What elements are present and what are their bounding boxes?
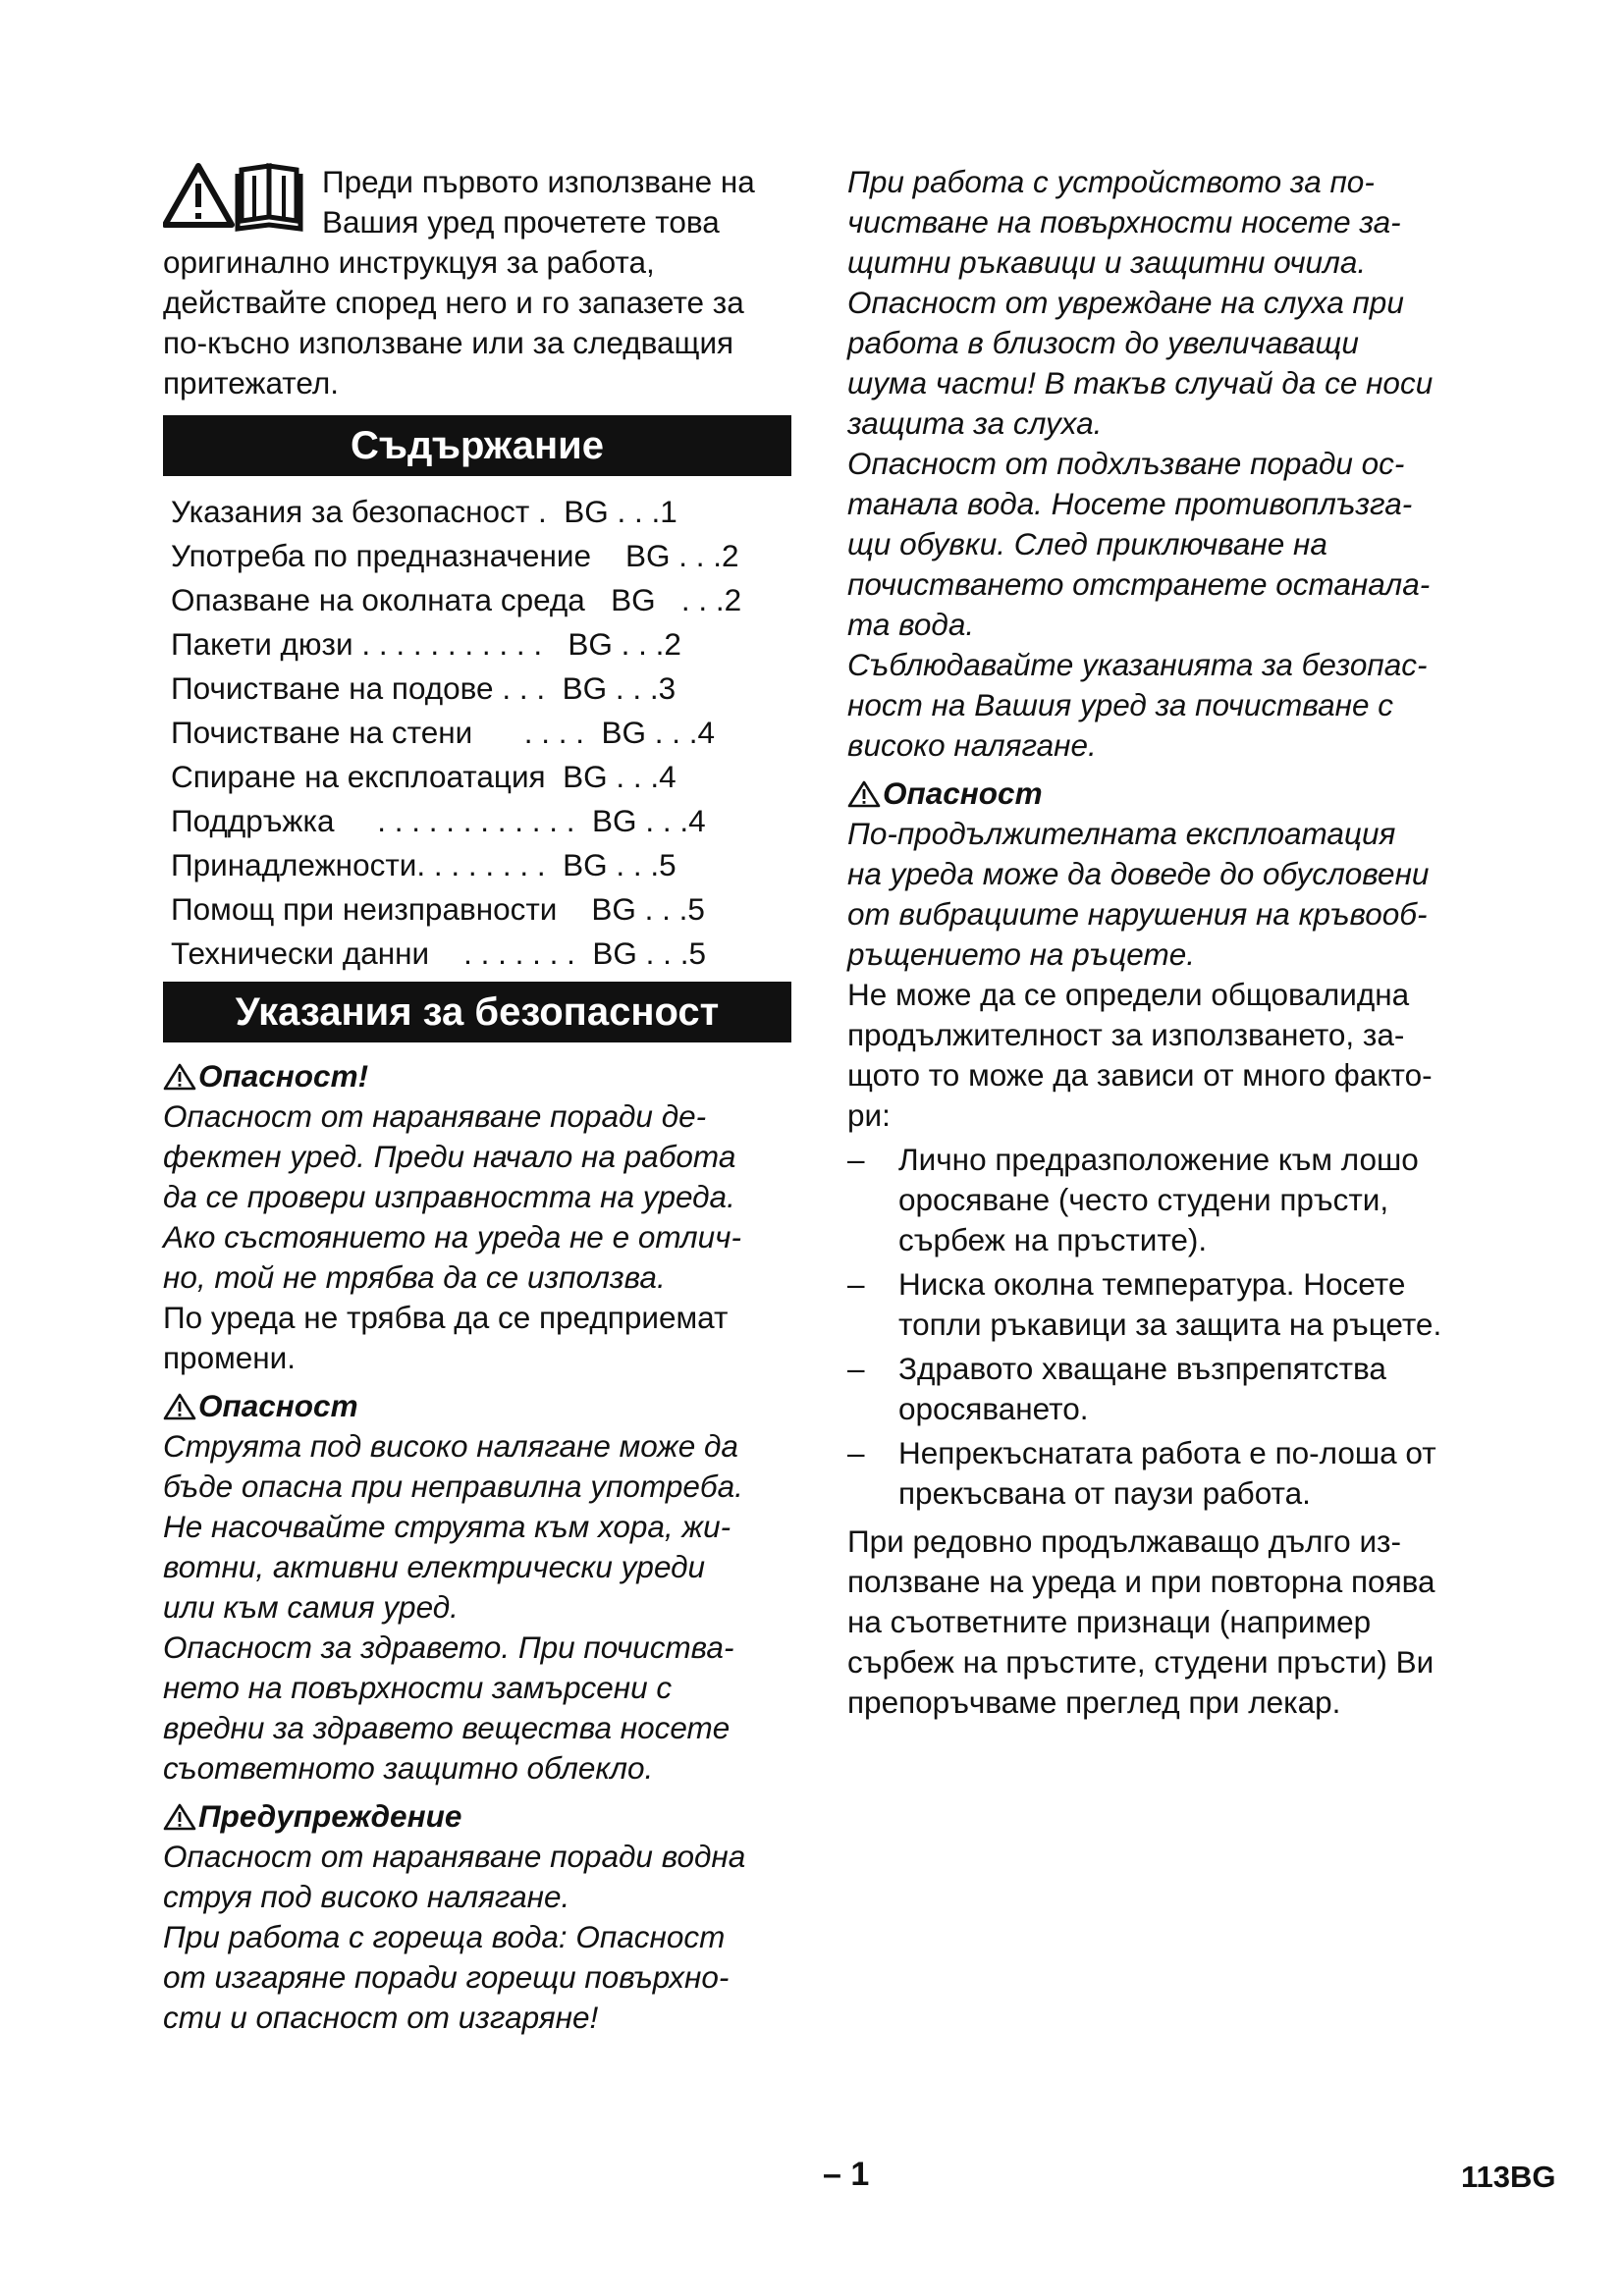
text-line: Опасност за здравето. При почиства- [163, 1629, 734, 1665]
warning-triangle-icon [165, 166, 232, 225]
text-line: ползване на уреда и при повторна поява [847, 1564, 1435, 1599]
text-line: Непрекъснатата работа е по-лоша от [898, 1435, 1436, 1470]
text-line: шума части! В такъв случай да се носи [847, 365, 1434, 400]
text-line: При работа с гореща вода: Опасност [163, 1919, 726, 1954]
intro-line: оригинално инструкцуя за работа, [163, 244, 655, 280]
text-line: Здравото хващане възпрепятства [898, 1351, 1386, 1386]
safety-heading: Указания за безопасност [163, 982, 791, 1042]
text-line: ност на Вашия уред за почистване с [847, 687, 1394, 722]
intro [163, 162, 791, 403]
toc-entry[interactable]: Употреба по предназначение BG . . .2 [171, 538, 739, 573]
text-line: от изгаряне поради горещи повърхно- [163, 1959, 730, 1995]
warning-label-text: Предупреждение [198, 1798, 462, 1834]
intro-line: по-късно използване или за следващия [163, 325, 734, 360]
bullet-dash: – [847, 1142, 865, 1177]
text-line: сърбеж на пръстите). [898, 1222, 1208, 1257]
text-line: Съблюдавайте указанията за безопас- [847, 647, 1428, 682]
text-line: съответното защитно облекло. [163, 1750, 654, 1786]
text-line: или към самия уред. [163, 1589, 459, 1625]
text-line: Струята под високо налягане може да [163, 1428, 738, 1464]
toc-entry[interactable]: Опазване на околната среда BG . . .2 [171, 582, 742, 617]
text-line: почистването отстранете останала- [847, 566, 1431, 602]
danger-label [163, 1386, 791, 1426]
contents-heading: Съдържание [163, 415, 791, 476]
text-line: щи обувки. След приключване на [847, 526, 1327, 561]
text-line: сти и опасност от изгаряне! [163, 2000, 599, 2035]
text-line: на уреда може да доведе до обусловени [847, 856, 1430, 891]
text-line: оросяването. [898, 1391, 1089, 1426]
text-line: ръщението на ръцете. [847, 936, 1195, 972]
toc-entry[interactable]: Помощ при неизправности BG . . .5 [171, 891, 705, 927]
list-item [847, 1433, 1476, 1514]
danger-label-text: Опасност! [198, 1058, 369, 1094]
toc-entry[interactable]: Указания за безопасност . BG . . .1 [171, 494, 677, 529]
bullet-list [847, 1140, 1476, 1514]
text-line: Ниска околна температура. Носете [898, 1266, 1406, 1302]
text-line: топли ръкавици за защита на ръцете. [898, 1307, 1442, 1342]
text-line: Опасност от нараняване поради водна [163, 1839, 746, 1874]
text-line: Опасност от нараняване поради де- [163, 1098, 707, 1134]
left-column [163, 162, 791, 2038]
text-line: танала вода. Носете противоплъзга- [847, 486, 1413, 521]
text-line: от вибрациите нарушения на кръвооб- [847, 896, 1428, 932]
text-line: чистване на повърхности носете за- [847, 204, 1401, 240]
bullet-dash: – [847, 1266, 865, 1302]
text-line: ри: [847, 1097, 891, 1133]
text-line: Опасност от подхлъзване поради ос- [847, 446, 1405, 481]
text-line: струя под високо налягане. [163, 1879, 570, 1914]
warning-and-manual-icons [163, 160, 312, 237]
toc-entry[interactable]: Пакети дюзи . . . . . . . . . . . BG . . .2 [171, 626, 681, 662]
text-line: прекъсвана от паузи работа. [898, 1475, 1311, 1511]
page-number: – 1 [823, 2156, 870, 2193]
text-line: щитни ръкавици и защитни очила. [847, 244, 1367, 280]
right-column [847, 162, 1476, 1723]
text-line: Ако състоянието на уреда не е отлич- [163, 1219, 741, 1255]
intro-line: действайте според него и го запазете за [163, 285, 744, 320]
text-line: продължителност за използването, за- [847, 1017, 1405, 1052]
toc-entry[interactable]: Спиране на експлоатация BG . . .4 [171, 759, 677, 794]
page-code: 113BG [1461, 2160, 1556, 2194]
warning-triangle-icon [847, 779, 881, 809]
text-line: високо налягане. [847, 727, 1097, 763]
toc-entry[interactable]: Технически данни . . . . . . . BG . . .5 [171, 935, 706, 971]
list-item [847, 1264, 1476, 1345]
text-line: оросяване (често студени пръсти, [898, 1182, 1389, 1217]
danger-label-text: Опасност [198, 1388, 358, 1423]
bullet-dash: – [847, 1435, 865, 1470]
text-line: промени. [163, 1340, 297, 1375]
intro-line: Вашия уред прочетете това [322, 204, 720, 240]
toc-entry[interactable]: Почистване на стени . . . . BG . . .4 [171, 715, 716, 750]
danger-label-text: Опасност [883, 775, 1043, 811]
intro-line: притежател. [163, 365, 339, 400]
text-line: вотни, активни електрически уреди [163, 1549, 706, 1584]
toc-entry[interactable]: Принадлежности. . . . . . . . BG . . .5 [171, 847, 677, 882]
list-item [847, 1140, 1476, 1260]
text-line: бъде опасна при неправилна употреба. [163, 1468, 743, 1504]
danger-label [163, 1056, 791, 1096]
text-line: защита за слуха. [847, 405, 1103, 441]
warning-label [163, 1796, 791, 1837]
text-line: Лично предразположение към лошо [898, 1142, 1419, 1177]
text-line: но, той не трябва да се използва. [163, 1259, 666, 1295]
warning-triangle-icon [163, 1392, 196, 1421]
text-line: При работа с устройството за по- [847, 164, 1375, 199]
bullet-dash: – [847, 1351, 865, 1386]
text-line: щото то може да зависи от много факто- [847, 1057, 1433, 1093]
toc-entry[interactable]: Поддръжка . . . . . . . . . . . . BG . . .4 [171, 803, 706, 838]
text-line: Опасност от увреждане на слуха при [847, 285, 1404, 320]
danger-label [847, 774, 1476, 814]
text-line: на съответните признаци (например [847, 1604, 1372, 1639]
text-line: фектен уред. Преди начало на работа [163, 1139, 736, 1174]
warning-triangle-icon [163, 1802, 196, 1832]
manual-book-icon [238, 166, 300, 229]
text-line: работа в близост до увеличаващи [847, 325, 1359, 360]
text-line: Не насочвайте струята към хора, жи- [163, 1509, 731, 1544]
text-line: препоръчваме преглед при лекар. [847, 1684, 1341, 1720]
text-line: та вода. [847, 607, 975, 642]
warning-triangle-icon [163, 1062, 196, 1092]
text-line: По уреда не трябва да се предприемат [163, 1300, 729, 1335]
text-line: По-продължителната експлоатация [847, 816, 1396, 851]
toc-entry[interactable]: Почистване на подове . . . BG . . .3 [171, 670, 677, 706]
text-line: нето на повърхности замърсени с [163, 1670, 673, 1705]
text-line: да се провери изправността на уреда. [163, 1179, 735, 1214]
intro-line: Преди първото използване на [322, 164, 755, 199]
list-item [847, 1349, 1476, 1429]
table-of-contents [163, 490, 791, 976]
text-line: Не може да се определи общовалидна [847, 977, 1410, 1012]
text-line: вредни за здравето вещества носете [163, 1710, 731, 1745]
text-line: При редовно продължаващо дълго из- [847, 1523, 1401, 1559]
text-line: сърбеж на пръстите, студени пръсти) Ви [847, 1644, 1435, 1680]
